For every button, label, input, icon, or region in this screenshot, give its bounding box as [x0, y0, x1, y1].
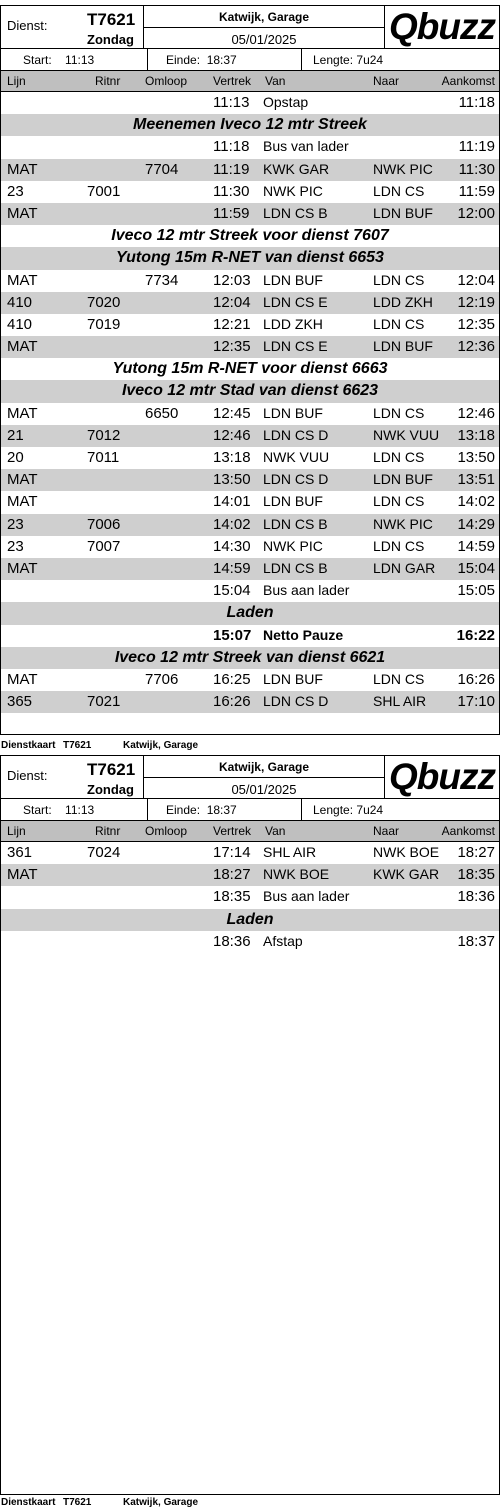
- table-row: [1, 336, 499, 358]
- cell-lijn: 365: [7, 693, 33, 711]
- cell-aankomst: 14:29: [457, 515, 495, 533]
- cell-naar: LDN CS: [373, 670, 425, 687]
- cell-van: KWK GAR: [263, 160, 330, 177]
- cell-vertrek: 14:02: [213, 515, 251, 533]
- cell-vertrek: 13:18: [213, 449, 251, 466]
- cell-aankomst: 11:59: [458, 182, 495, 200]
- table-row: [1, 580, 499, 602]
- table-row: [1, 447, 499, 469]
- cell-van: NWK VUU: [263, 449, 330, 465]
- dienst-label: Dienst:: [7, 768, 48, 783]
- cell-vertrek: 15:07: [213, 626, 252, 644]
- date: 05/01/2025: [231, 32, 297, 47]
- card-header: [1, 6, 499, 49]
- cell-van: LDN CS D: [263, 426, 329, 443]
- cell-ritnr: 7011: [87, 449, 120, 466]
- cell-aankomst: 15:04: [457, 559, 495, 577]
- cell-aankomst: 16:26: [457, 670, 495, 688]
- col-van: Van: [265, 74, 286, 88]
- qbuzz-logo: Qbuzz: [389, 6, 495, 47]
- time-info-bar: [1, 799, 499, 821]
- cell-ritnr: 7012: [87, 426, 121, 444]
- table-row: [1, 159, 499, 181]
- cell-aankomst: 13:51: [457, 471, 495, 489]
- lengte-info: Lengte: 7u24: [313, 803, 384, 817]
- cell-omloop: 7734: [145, 271, 179, 289]
- table-row: [1, 92, 499, 114]
- cell-lijn: MAT: [7, 204, 38, 222]
- cell-vertrek: 17:14: [213, 844, 251, 861]
- col-aankomst: Aankomst: [441, 824, 495, 838]
- cell-van: NWK PIC: [263, 537, 323, 554]
- cell-van: LDD ZKH: [263, 315, 323, 332]
- cell-vertrek: 18:35: [213, 888, 251, 906]
- cell-van: LDN BUF: [263, 271, 323, 288]
- cell-naar: NWK PIC: [373, 160, 433, 177]
- col-lijn: Lijn: [7, 74, 26, 88]
- cell-vertrek: 14:59: [213, 559, 251, 577]
- cell-ritnr: 7006: [87, 515, 121, 533]
- cell-van: LDN CS B: [263, 515, 328, 532]
- column-header: [1, 821, 499, 842]
- cell-aankomst: 11:19: [458, 138, 495, 156]
- cell-lijn: 361: [7, 844, 33, 861]
- section-header: Laden: [1, 602, 499, 624]
- cell-van: LDN CS B: [263, 559, 328, 576]
- cell-van: LDN BUF: [263, 404, 323, 421]
- cell-naar: LDN CS: [373, 182, 425, 199]
- cell-aankomst: 18:27: [457, 844, 495, 861]
- table-row: [1, 691, 499, 713]
- cell-aankomst: 18:37: [457, 932, 495, 950]
- cell-lijn: 20: [7, 449, 24, 466]
- cell-aankomst: 11:18: [458, 94, 495, 111]
- col-ritnr: Ritnr: [95, 74, 121, 88]
- cell-vertrek: 14:01: [213, 493, 251, 511]
- cell-naar: LDN BUF: [373, 471, 433, 488]
- cell-aankomst: 17:10: [457, 693, 495, 711]
- cell-lijn: 21: [7, 426, 24, 444]
- cell-ritnr: 7024: [87, 844, 121, 861]
- column-header: [1, 71, 499, 92]
- table-row: [1, 403, 499, 425]
- cell-van: LDN CS E: [263, 293, 328, 310]
- cell-lijn: 23: [7, 515, 24, 533]
- cell-van: NWK BOE: [263, 866, 330, 883]
- cell-lijn: 410: [7, 315, 33, 333]
- cell-naar: KWK GAR: [373, 866, 440, 883]
- cell-van: LDN CS E: [263, 338, 328, 355]
- cell-van: LDN CS B: [263, 204, 328, 221]
- location: Katwijk, Garage: [218, 760, 310, 774]
- cell-van: Netto Pauze: [263, 626, 344, 643]
- cell-aankomst: 12:04: [457, 271, 495, 289]
- cell-vertrek: 18:36: [213, 932, 251, 950]
- cell-vertrek: 12:35: [213, 338, 251, 356]
- schedule-table: [1, 842, 499, 953]
- section-header: Iveco 12 mtr Streek van dienst 6621: [1, 647, 499, 669]
- cell-aankomst: 12:36: [457, 338, 495, 356]
- table-row: [1, 292, 499, 314]
- col-vertrek: Vertrek: [213, 824, 252, 838]
- section-header: Iveco 12 mtr Stad van dienst 6623: [1, 380, 499, 402]
- cell-aankomst: 11:30: [458, 160, 495, 178]
- col-ritnr: Ritnr: [95, 824, 121, 838]
- cell-vertrek: 18:27: [213, 866, 251, 884]
- cell-vertrek: 11:19: [213, 160, 250, 178]
- cell-naar: LDN CS: [373, 271, 425, 288]
- cell-naar: SHL AIR: [373, 693, 427, 710]
- cell-van: Afstap: [263, 932, 303, 949]
- start-info: Start: 11:13: [23, 803, 95, 817]
- cell-van: LDN CS D: [263, 693, 329, 710]
- cell-naar: NWK BOE: [373, 844, 440, 860]
- table-row: [1, 270, 499, 292]
- cell-lijn: 410: [7, 293, 33, 311]
- cell-aankomst: 18:36: [457, 888, 495, 906]
- cell-naar: LDN CS: [373, 537, 425, 554]
- cell-van: LDN BUF: [263, 493, 323, 510]
- cell-lijn: MAT: [7, 404, 38, 422]
- cell-vertrek: 12:03: [213, 271, 251, 289]
- cell-lijn: MAT: [7, 271, 38, 289]
- cell-naar: NWK VUU: [373, 426, 440, 443]
- date: 05/01/2025: [231, 782, 297, 797]
- table-row: [1, 558, 499, 580]
- cell-naar: LDN BUF: [373, 338, 433, 355]
- cell-naar: LDN CS: [373, 493, 425, 510]
- table-row: [1, 469, 499, 491]
- cell-van: Bus aan lader: [263, 888, 350, 905]
- dienst-code: T7621: [87, 760, 136, 779]
- cell-aankomst: 14:02: [457, 493, 495, 511]
- table-row: [1, 314, 499, 336]
- dienst-day: Zondag: [87, 32, 134, 47]
- cell-van: SHL AIR: [263, 844, 317, 860]
- cell-van: Opstap: [263, 94, 309, 110]
- cell-ritnr: 7001: [87, 182, 121, 200]
- cell-vertrek: 14:30: [213, 537, 251, 555]
- cell-naar: LDN GAR: [373, 559, 436, 576]
- cell-omloop: 7706: [145, 670, 179, 688]
- cell-aankomst: 13:50: [457, 449, 495, 466]
- lengte-info: Lengte: 7u24: [313, 53, 384, 67]
- cell-ritnr: 7021: [87, 693, 121, 711]
- cell-lijn: MAT: [7, 338, 38, 356]
- col-vertrek: Vertrek: [213, 74, 252, 88]
- table-row: [1, 669, 499, 691]
- cell-lijn: MAT: [7, 670, 38, 688]
- table-row: [1, 491, 499, 513]
- qbuzz-logo: Qbuzz: [389, 756, 495, 797]
- table-row: [1, 181, 499, 203]
- time-info-bar: [1, 49, 499, 71]
- cell-naar: LDN CS: [373, 404, 425, 421]
- cell-aankomst: 14:59: [457, 537, 495, 555]
- cell-lijn: MAT: [7, 160, 38, 178]
- col-lijn: Lijn: [7, 824, 26, 838]
- cell-vertrek: 11:18: [213, 138, 250, 156]
- cell-naar: LDD ZKH: [373, 293, 433, 310]
- cell-lijn: MAT: [7, 471, 38, 489]
- table-row: [1, 514, 499, 536]
- cell-aankomst: 18:35: [457, 866, 495, 884]
- cell-vertrek: 13:50: [213, 471, 251, 489]
- cell-van: Bus van lader: [263, 138, 349, 155]
- schedule-table: [1, 92, 499, 713]
- cell-vertrek: 12:45: [213, 404, 251, 422]
- table-row: [1, 425, 499, 447]
- einde-info: Einde: 18:37: [166, 53, 237, 67]
- table-row: [1, 625, 499, 647]
- table-row: [1, 886, 499, 908]
- col-naar: Naar: [373, 74, 400, 88]
- col-omloop: Omloop: [145, 824, 188, 838]
- col-van: Van: [265, 824, 286, 838]
- cell-vertrek: 16:25: [213, 670, 251, 688]
- table-row: [1, 203, 499, 225]
- cell-van: NWK PIC: [263, 182, 323, 199]
- section-header: Iveco 12 mtr Streek voor dienst 7607: [1, 225, 499, 247]
- cell-lijn: MAT: [7, 559, 38, 577]
- cell-lijn: MAT: [7, 866, 38, 884]
- col-omloop: Omloop: [145, 74, 188, 88]
- dienst-label: Dienst:: [7, 18, 48, 33]
- cell-lijn: 23: [7, 537, 24, 555]
- cell-aankomst: 12:00: [457, 204, 495, 222]
- cell-naar: NWK PIC: [373, 515, 433, 532]
- cell-van: LDN BUF: [263, 670, 323, 687]
- cell-lijn: 23: [7, 182, 24, 200]
- card-header: [1, 756, 499, 799]
- cell-aankomst: 15:05: [457, 582, 495, 600]
- cell-van: Bus aan lader: [263, 582, 350, 599]
- cell-vertrek: 11:13: [213, 94, 250, 111]
- section-header: Yutong 15m R-NET voor dienst 6663: [1, 358, 499, 380]
- einde-info: Einde: 18:37: [166, 803, 237, 817]
- dienst-day: Zondag: [87, 782, 134, 797]
- section-header: Yutong 15m R-NET van dienst 6653: [1, 247, 499, 269]
- cell-vertrek: 15:04: [213, 582, 251, 600]
- cell-van: LDN CS D: [263, 471, 329, 488]
- cell-vertrek: 11:30: [213, 182, 250, 200]
- cell-vertrek: 12:21: [213, 315, 251, 333]
- table-row: [1, 842, 499, 864]
- cell-aankomst: 12:46: [457, 404, 495, 422]
- dienst-code: T7621: [87, 10, 136, 29]
- cell-naar: LDN CS: [373, 315, 425, 332]
- cell-naar: LDN CS: [373, 449, 425, 465]
- cell-ritnr: 7020: [87, 293, 121, 311]
- cell-aankomst: 12:19: [457, 293, 495, 311]
- cell-vertrek: 16:26: [213, 693, 251, 711]
- cell-ritnr: 7019: [87, 315, 121, 333]
- cell-omloop: 7704: [145, 160, 179, 178]
- table-row: [1, 931, 499, 953]
- section-header: Meenemen Iveco 12 mtr Streek: [1, 114, 499, 136]
- table-row: [1, 536, 499, 558]
- col-aankomst: Aankomst: [441, 74, 495, 88]
- cell-aankomst: 13:18: [457, 426, 495, 444]
- cell-vertrek: 12:04: [213, 293, 251, 311]
- start-info: Start: 11:13: [23, 53, 95, 67]
- duty-card-page-2: [0, 755, 500, 1495]
- cell-vertrek: 12:46: [213, 426, 251, 444]
- cell-vertrek: 11:59: [213, 204, 250, 222]
- section-header: Laden: [1, 909, 499, 931]
- location: Katwijk, Garage: [218, 10, 310, 24]
- duty-card-page-1: [0, 5, 500, 735]
- col-naar: Naar: [373, 824, 400, 838]
- cell-naar: LDN BUF: [373, 204, 433, 221]
- table-row: [1, 864, 499, 886]
- cell-aankomst: 12:35: [457, 315, 495, 333]
- cell-lijn: MAT: [7, 493, 38, 511]
- cell-aankomst: 16:22: [456, 626, 495, 644]
- cell-ritnr: 7007: [87, 537, 121, 555]
- cell-omloop: 6650: [145, 404, 179, 422]
- table-row: [1, 136, 499, 158]
